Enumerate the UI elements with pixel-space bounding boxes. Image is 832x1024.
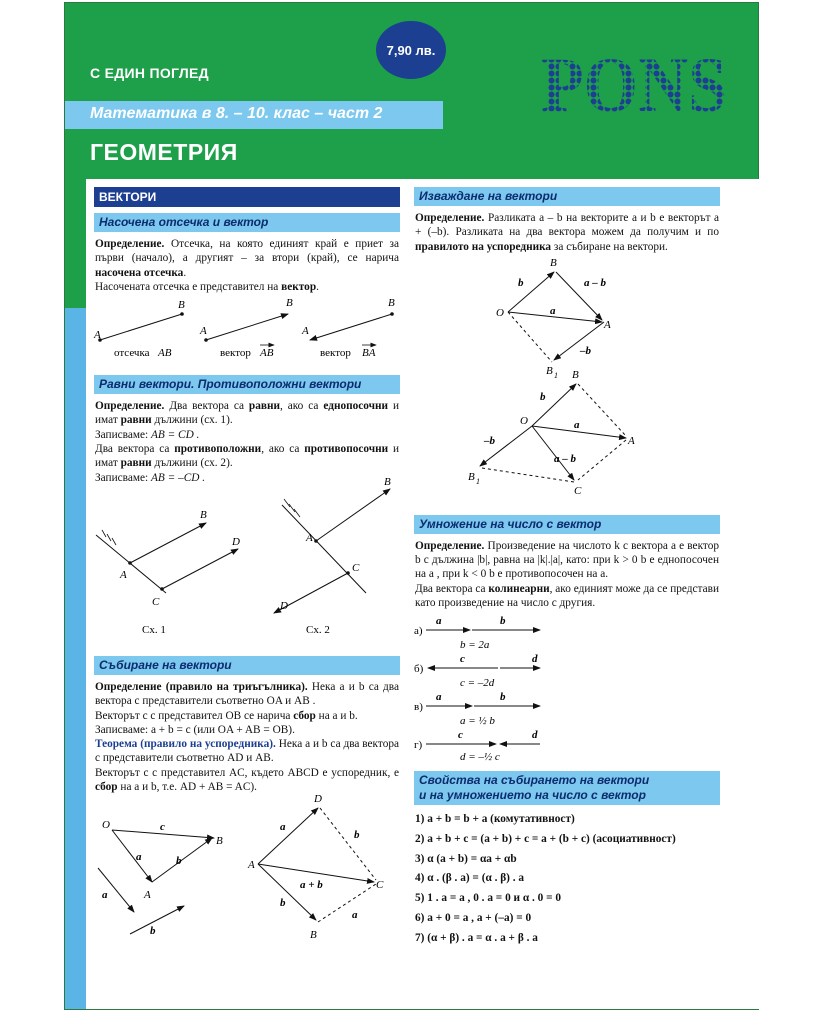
svg-text:B: B [310, 929, 317, 942]
svg-text:A: A [120, 568, 127, 581]
example-b [414, 653, 540, 689]
svg-text:в): в) [414, 701, 423, 714]
property-2: 2) a + b + c = (a + b) + c = a + (b + c) (асоциативност) [415, 833, 676, 846]
example-c [414, 691, 540, 727]
svg-text:AB: AB [158, 347, 172, 360]
parallelogram-rule-figure [247, 793, 384, 941]
header-equal-opposite: Равни вектори. Противоположни вектори [94, 375, 400, 394]
svg-text:b: b [176, 855, 182, 868]
svg-text:B: B [546, 364, 553, 377]
scheme-1 [96, 509, 240, 636]
svg-text:1: 1 [554, 370, 558, 380]
header-directed-segment: Насочена отсечка и вектор [94, 213, 400, 232]
series-label: С ЕДИН ПОГЛЕД [90, 65, 209, 81]
svg-text:отсечка: отсечка [114, 347, 150, 360]
svg-text:a – b: a – b [554, 452, 576, 465]
right-column [414, 187, 720, 948]
svg-text:A: A [604, 318, 611, 331]
svg-text:d: d [532, 729, 538, 742]
figure-collinear-examples [414, 610, 720, 764]
svg-text:O: O [496, 306, 504, 319]
subtraction-figure-2 [468, 369, 635, 497]
svg-text:A: A [144, 889, 151, 902]
svg-text:a: a [102, 889, 108, 902]
property-3: 3) α (a + b) = αa + αb [415, 852, 517, 865]
sum-definition: Векторът c с представител OB се нарича сбор на a и b. [95, 709, 358, 722]
svg-text:B: B [286, 297, 293, 310]
svg-text:O: O [102, 819, 110, 832]
property-4: 4) α . (β . a) = (α . β) . a [415, 872, 525, 885]
svg-text:B: B [468, 470, 475, 483]
svg-text:B: B [178, 299, 185, 312]
svg-text:B: B [388, 297, 395, 310]
svg-text:a: a [280, 821, 286, 834]
svg-text:B: B [572, 368, 579, 381]
svg-text:г): г) [414, 739, 423, 752]
figure-segment-vector [94, 294, 400, 364]
svg-text:C: C [152, 595, 160, 608]
svg-text:c: c [458, 729, 463, 742]
svg-text:a: a [352, 909, 358, 922]
svg-text:b: b [354, 829, 360, 842]
svg-text:C: C [376, 879, 384, 892]
definition-collinear: Два вектора са колинеарни, ако единият може да се представи като произведение на число с другия. [415, 582, 719, 610]
scheme-2 [274, 476, 391, 636]
definition-equal-vectors: Определение. Два вектора са равни, ако са еднопосочни и имат равни дължини (сх. 1). [95, 400, 399, 427]
svg-text:Сх. 1: Сх. 1 [142, 623, 166, 636]
vector-ab [199, 297, 293, 359]
property-5: 5) 1 . a = a , 0 . a = 0 и α . 0 = 0 [415, 892, 562, 905]
svg-text:Сх. 2: Сх. 2 [306, 623, 330, 636]
svg-text:–b: –b [484, 434, 495, 447]
definition-subtraction: Определение. Разликата a – b на векторите a и b е векторът a + (–b). Разликата на два вектора можем да получим и по правилото на успоредника за събиране на вектори. [415, 212, 719, 253]
figure-subtraction [414, 254, 720, 504]
book-cover [64, 2, 759, 1010]
write-opposite: Записваме: AB = –CD . [95, 471, 206, 484]
definition-triangle-rule: Определение (правило на триъгълника). Нека a и b са два вектора с представители съответно OA и AB . [95, 680, 399, 708]
vector-ba [301, 297, 395, 359]
subtitle: Математика в 8. – 10. клас – част 2 [90, 105, 383, 122]
write-sum: Записваме: a + b = c (или OA + AB = OB). [95, 723, 295, 736]
section-header-vectors: ВЕКТОРИ [94, 187, 400, 207]
pons-logo [541, 41, 731, 128]
svg-text:c = –2d: c = –2d [460, 677, 495, 690]
content-sheet [86, 179, 762, 1009]
property-1: 1) a + b = b + a (комутативност) [415, 813, 575, 826]
svg-text:A: A [302, 325, 309, 338]
parallelogram-sum: Векторът c с представител AC, където ABCD е успоредник, е сбор на a и b, т.е. AD + AB = AC). [95, 766, 399, 794]
left-column [94, 187, 400, 949]
svg-text:A: A [306, 531, 313, 544]
svg-text:A: A [628, 434, 635, 447]
svg-text:AB: AB [260, 347, 274, 360]
svg-text:a: a [550, 304, 556, 317]
svg-text:b: b [500, 615, 506, 628]
definition-opposite-vectors: Два вектора са противоположни, ако са противопосочни и имат равни дължини (сх. 2). [95, 443, 399, 470]
property-6: 6) a + 0 = a , a + (–a) = 0 [415, 911, 532, 924]
svg-text:C: C [574, 484, 582, 497]
svg-text:a = ½ b: a = ½ b [460, 715, 495, 728]
title: ГЕОМЕТРИЯ [90, 139, 238, 165]
svg-text:a: a [136, 851, 142, 864]
svg-text:B: B [384, 475, 391, 488]
header-properties: Свойства на събирането на вектори и на умножението на число с вектор [414, 771, 720, 805]
example-a [414, 615, 540, 651]
svg-text:b: b [500, 691, 506, 704]
svg-text:b = 2a: b = 2a [460, 639, 490, 652]
svg-text:а): а) [414, 625, 423, 638]
svg-text:b: b [280, 897, 286, 910]
definition-directed-segment: Определение. Отсечка, на която единият край е приет за първи (начало), а другият – за втори (край), се нарича насочена отсечка. [95, 238, 399, 279]
pons-logo-text: PONS [541, 41, 727, 128]
definition-scalar-multiplication: Определение. Произведение на числото k с вектора a е вектор b с дължина |b|, равна на |k|.|a|, като: при k > 0 b е еднопосочен на a , при k < 0 b е противопосочен на a. [415, 539, 719, 581]
svg-text:–b: –b [580, 344, 591, 357]
svg-text:a + b: a + b [300, 879, 323, 892]
svg-text:b: b [540, 390, 546, 403]
theorem-parallelogram: Теорема (правило на успоредника). Нека a и b са два вектора с представители съответно AD и AB. [95, 738, 400, 765]
subtraction-figure-1 [496, 257, 611, 380]
svg-text:A: A [94, 329, 101, 342]
figure-vector-addition [94, 794, 400, 944]
svg-text:D: D [280, 599, 288, 612]
svg-text:D: D [232, 535, 240, 548]
svg-text:c: c [160, 821, 165, 834]
svg-text:a: a [436, 615, 442, 628]
svg-text:B: B [550, 256, 557, 269]
svg-text:d: d [532, 653, 538, 666]
svg-text:C: C [352, 561, 360, 574]
svg-text:A: A [248, 859, 255, 872]
svg-text:B: B [200, 508, 207, 521]
svg-text:a – b: a – b [584, 276, 606, 289]
example-d [414, 729, 540, 763]
svg-text:A: A [200, 325, 207, 338]
svg-text:a: a [574, 418, 580, 431]
header-vector-subtraction: Изваждане на вектори [414, 187, 720, 206]
svg-text:1: 1 [476, 476, 480, 486]
svg-text:b: b [518, 276, 524, 289]
svg-text:c: c [460, 653, 465, 666]
header-scalar-multiplication: Умножение на число с вектор [414, 515, 720, 534]
svg-text:вектор: вектор [220, 347, 251, 360]
svg-text:b: b [150, 925, 156, 938]
svg-text:d = –½ c: d = –½ c [460, 751, 500, 764]
svg-text:a: a [436, 691, 442, 704]
price-badge: 7,90 лв. [376, 21, 446, 79]
svg-text:BA: BA [362, 347, 376, 360]
triangle-rule-figure [98, 819, 223, 937]
svg-text:б): б) [414, 663, 424, 676]
svg-text:B: B [216, 835, 223, 848]
header-vector-addition: Събиране на вектори [94, 656, 400, 675]
property-7: 7) (α + β) . a = α . a + β . a [415, 931, 538, 944]
representative-text: Насочената отсечка е представител на вектор. [95, 280, 319, 293]
segment-ab [93, 299, 185, 359]
svg-text:вектор: вектор [320, 347, 351, 360]
svg-text:O: O [520, 414, 528, 427]
svg-text:D: D [314, 793, 322, 806]
write-equal: Записваме: AB = CD . [95, 428, 200, 441]
